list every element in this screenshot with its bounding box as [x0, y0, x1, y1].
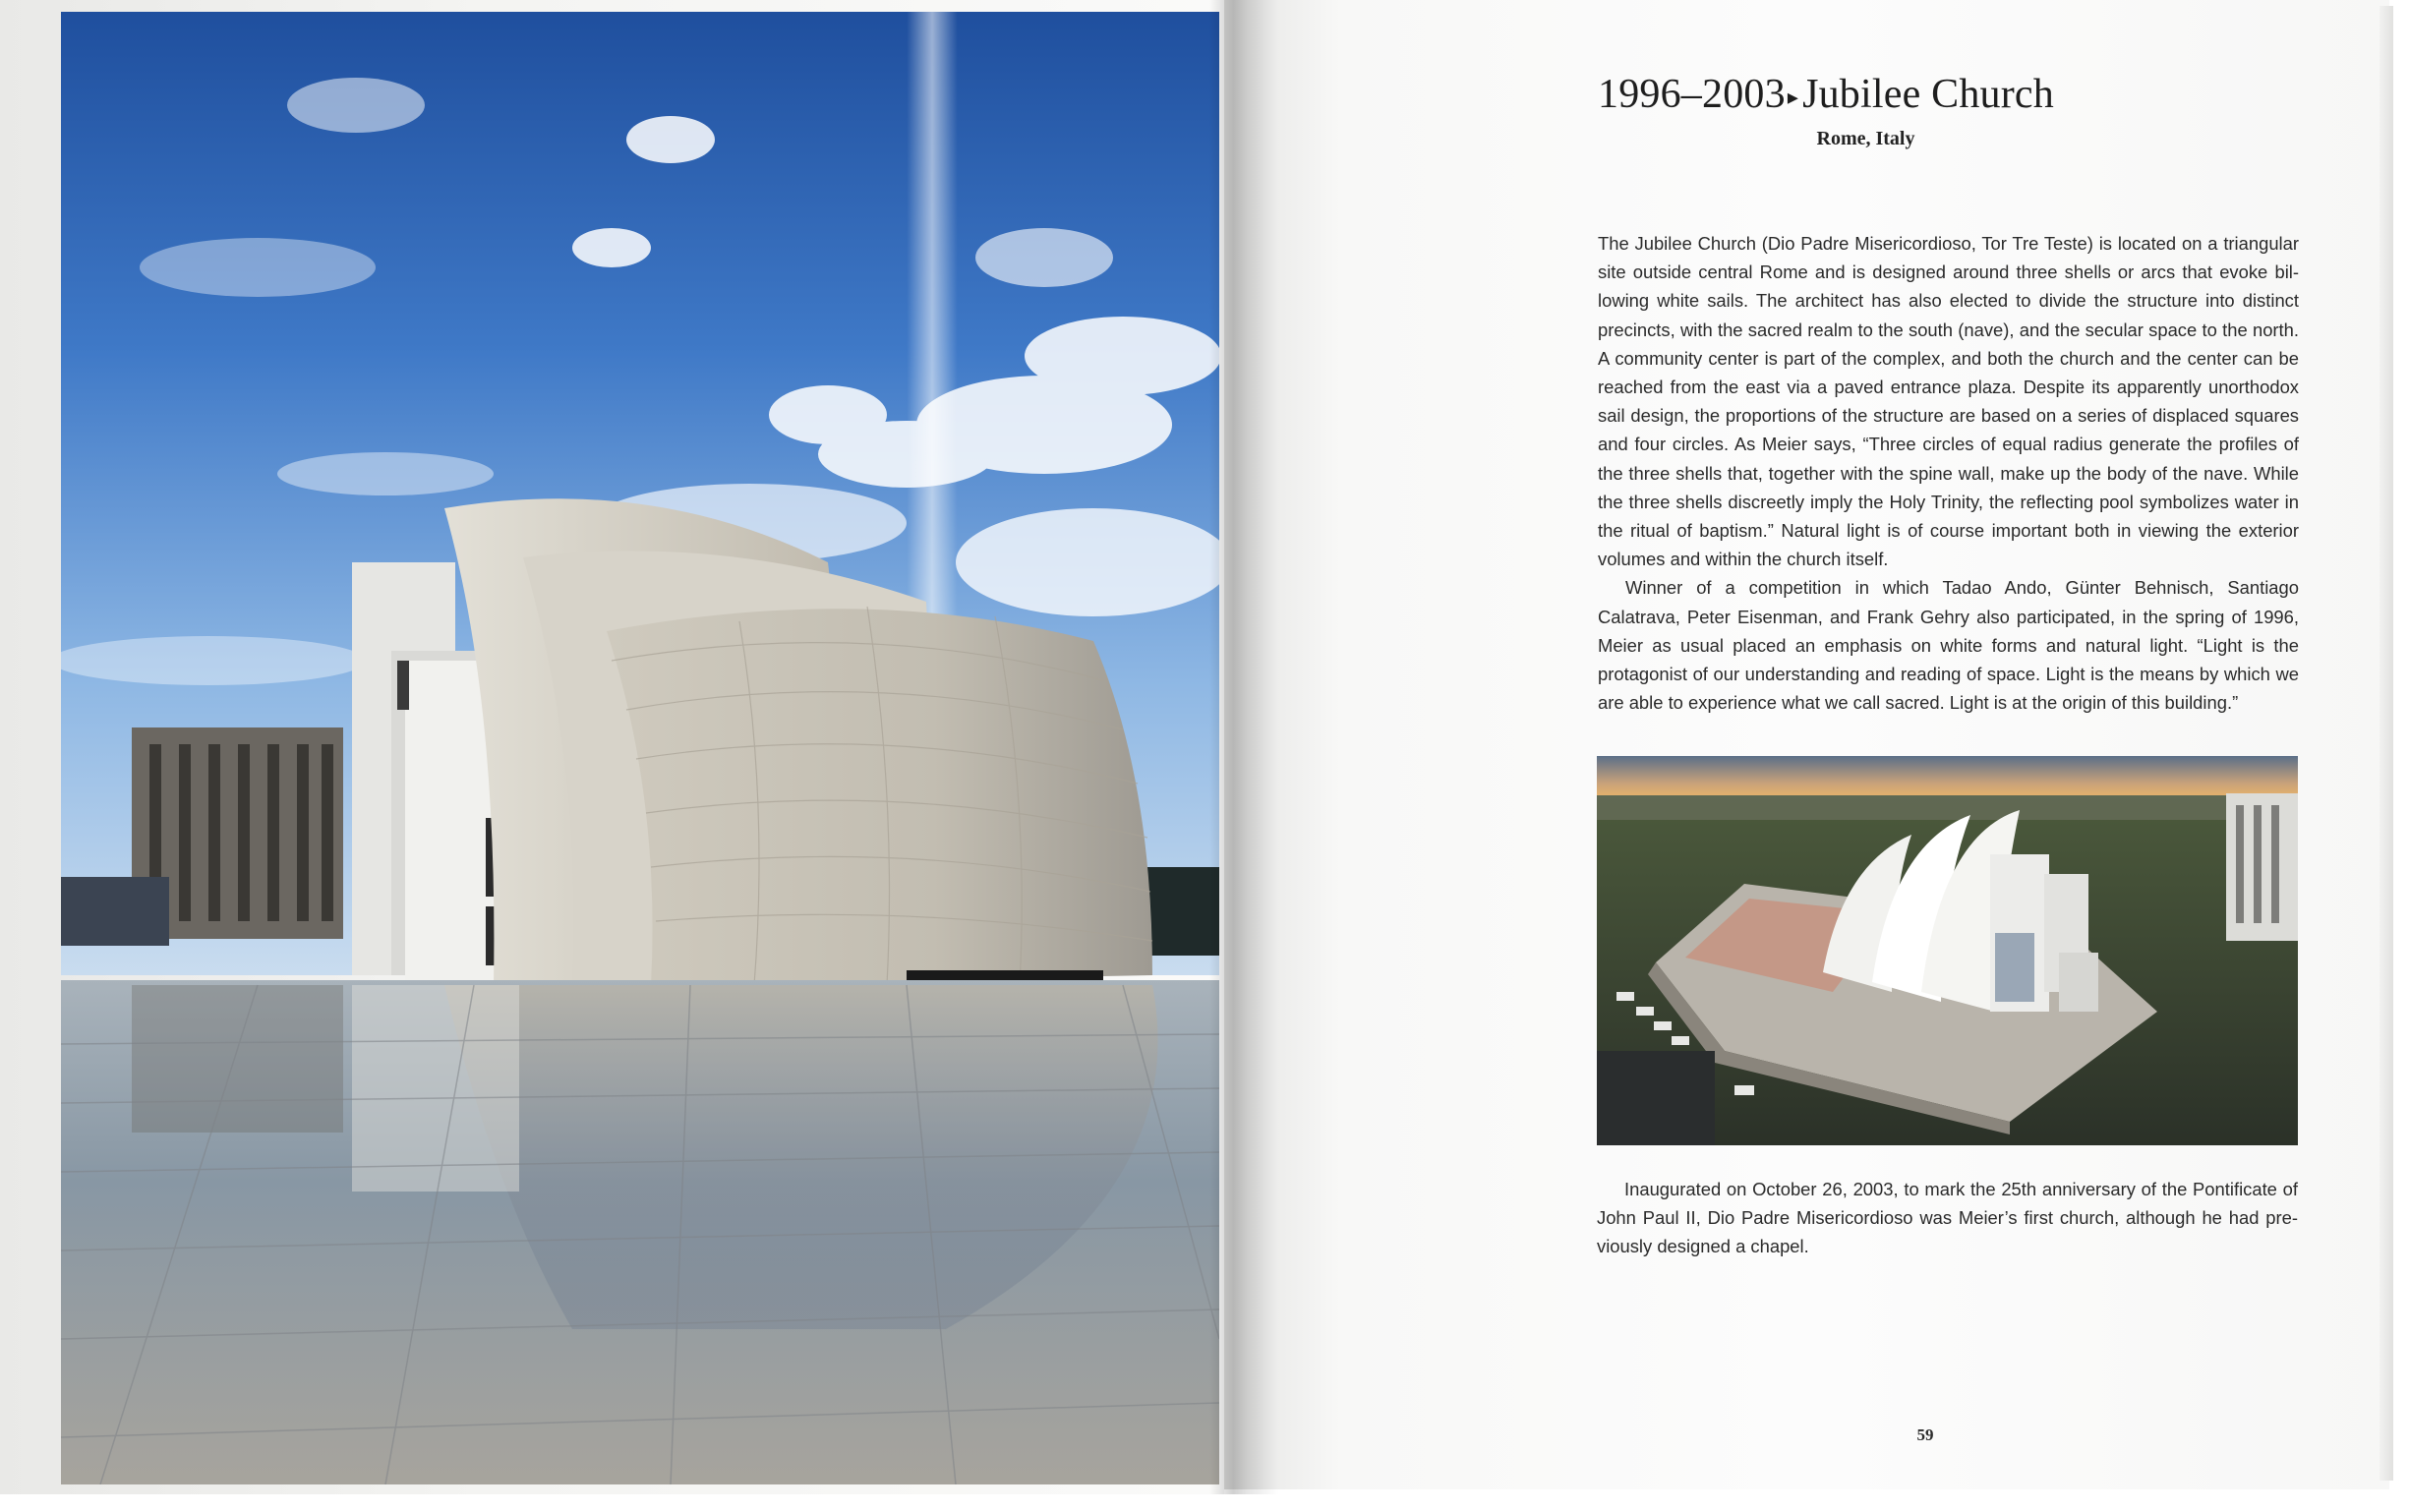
heading-years: 1996–2003	[1598, 72, 1786, 117]
heading-location: Rome, Italy	[1816, 128, 1915, 149]
page-edge	[2380, 6, 2393, 1481]
heading-title: Jubilee Church	[1802, 72, 2054, 117]
body-text	[1598, 229, 2299, 717]
photo-caption	[1597, 1175, 2298, 1261]
page-number: 59	[1916, 1425, 1934, 1444]
body-paragraph: Winner of a competition in which Tadao Ando, Günter Behnisch, Santiago Calatrava, Peter Eisenman, and Frank Gehry also participated, in the spring of 1996, Meier as usual placed an emphasis on white forms and natural light. “Light is the protagonist of our understanding and reading of space. Light is the means by which we are able to experience what we call sacred. Light is at the origin of this building.”	[1598, 577, 2299, 714]
body-paragraph: The Jubilee Church (Dio Padre Misericordioso, Tor Tre Teste) is located on a triangular site outside central Rome and is designed around three shells or arcs that evoke billowing white sails. The architect has also elected to divide the structure into distinct precincts, with the sacred realm to the south (nave), and the secular space to the north. A community center is part of the complex, and both the church and the center can be reached from the east via a paved entrance plaza. Despite its apparently unorthodox sail design, the proportions of the structure are based on a series of displaced squares and four circles. As Meier says, “Three circles of equal radius generate the profiles of the three shells that, together with the spine wall, make up the body of the nave. While the three shells discreetly imply the Holy Trinity, the reflecting pool symbolizes water in the ritual of baptism.” Natural light is of course important both in viewing the exterior volumes and within the church itself.	[1598, 233, 2299, 570]
jubilee-church-photo	[61, 12, 1219, 1484]
right-page	[1224, 0, 2389, 1489]
heading-line	[1598, 71, 2207, 118]
page-heading	[1598, 71, 2207, 150]
aerial-church-photo	[1597, 756, 2298, 1145]
caption-text: Inaugurated on October 26, 2003, to mark the 25th anniversary of the Pontificate of John Paul II, Dio Padre Misericordioso was Meier’s first church, although he had previously designed a chapel.	[1597, 1179, 2298, 1257]
heading-arrow: ▸	[1787, 85, 1799, 110]
